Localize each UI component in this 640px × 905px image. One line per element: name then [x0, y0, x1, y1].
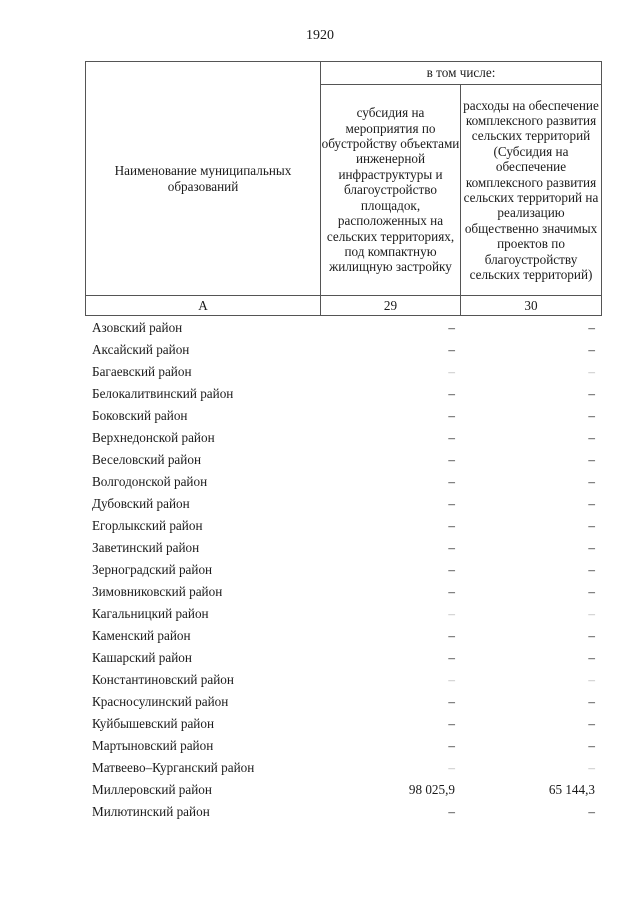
table-row	[85, 736, 601, 758]
value-col-29: –	[448, 650, 455, 665]
table-row	[85, 516, 601, 538]
value-col-29: –	[448, 760, 455, 775]
value-col-30: –	[588, 672, 595, 687]
table-row	[85, 472, 601, 494]
municipality-name: Кагальницкий район	[92, 606, 209, 621]
value-col-29: –	[448, 364, 455, 379]
table-row	[85, 714, 601, 736]
page-number: 1920	[306, 28, 334, 43]
value-col-29: –	[448, 386, 455, 401]
municipality-name: Аксайский район	[92, 342, 190, 357]
municipality-name: Егорлыкский район	[92, 518, 203, 533]
table-row	[85, 362, 601, 384]
value-col-29: –	[448, 408, 455, 423]
value-col-29: –	[448, 584, 455, 599]
table-row	[85, 384, 601, 406]
municipality-name: Заветинский район	[92, 540, 200, 555]
table-row	[85, 560, 601, 582]
value-col-30: –	[588, 716, 595, 731]
value-col-29: –	[448, 342, 455, 357]
value-col-29: –	[448, 738, 455, 753]
table-row	[85, 692, 601, 714]
value-col-30: –	[588, 562, 595, 577]
value-col-29: –	[448, 430, 455, 445]
column-header-name	[86, 62, 321, 296]
value-col-30: –	[588, 738, 595, 753]
value-col-30: –	[588, 320, 595, 335]
value-col-29: –	[448, 694, 455, 709]
value-col-29: –	[448, 518, 455, 533]
municipality-name: Куйбышевский район	[92, 716, 215, 731]
municipality-name: Зерноградский район	[92, 562, 213, 577]
value-col-30: –	[588, 386, 595, 401]
municipality-name: Константиновский район	[92, 672, 234, 687]
table-body	[85, 318, 601, 824]
municipality-name: Миллеровский район	[92, 782, 212, 797]
value-col-29: –	[448, 672, 455, 687]
table-row	[85, 604, 601, 626]
municipality-name: Дубовский район	[92, 496, 190, 511]
table-row	[85, 582, 601, 604]
value-col-29: –	[448, 804, 455, 819]
column-header-29: субсидия на мероприятия по обустройству объектами инженерной инфраструктуры и благоустройство площадок, расположенных на сельских территориях, под компактную жилищную застройку	[321, 85, 461, 296]
value-col-30: –	[588, 430, 595, 445]
value-col-30: –	[588, 804, 595, 819]
value-col-30: –	[588, 452, 595, 467]
value-col-30: –	[588, 474, 595, 489]
column-index-a: А	[86, 296, 321, 316]
value-col-30: –	[588, 518, 595, 533]
municipality-name: Каменский район	[92, 628, 191, 643]
value-col-30: –	[588, 694, 595, 709]
municipality-name: Боковский район	[92, 408, 188, 423]
value-col-30: –	[588, 606, 595, 621]
value-col-29: –	[448, 320, 455, 335]
value-col-29: 98 025,9	[408, 782, 455, 797]
table-row	[85, 780, 601, 802]
municipality-name: Веселовский район	[92, 452, 201, 467]
value-col-30: –	[588, 342, 595, 357]
value-col-29: –	[448, 628, 455, 643]
table-row	[85, 670, 601, 692]
municipality-name: Белокалитвинский район	[92, 386, 234, 401]
value-col-30: –	[588, 628, 595, 643]
column-header-including: в том числе:	[321, 62, 602, 85]
table-row	[85, 494, 601, 516]
value-col-30: –	[588, 496, 595, 511]
value-col-29: –	[448, 562, 455, 577]
column-header-name-text: Наименование муниципальных образований	[114, 163, 292, 194]
municipality-name: Красносулинский район	[92, 694, 229, 709]
municipality-name: Милютинский район	[92, 804, 210, 819]
table-row	[85, 758, 601, 780]
value-col-30: –	[588, 540, 595, 555]
municipality-name: Мартыновский район	[92, 738, 214, 753]
table-header	[85, 61, 602, 316]
table-row	[85, 648, 601, 670]
municipality-name: Волгодонской район	[92, 474, 208, 489]
table-row	[85, 318, 601, 340]
value-col-30: –	[588, 364, 595, 379]
value-col-29: –	[448, 496, 455, 511]
table-row	[85, 406, 601, 428]
municipality-name: Азовский район	[92, 320, 183, 335]
value-col-30: –	[588, 408, 595, 423]
column-index-29: 29	[321, 296, 461, 316]
municipality-name: Верхнедонской район	[92, 430, 215, 445]
table-row	[85, 626, 601, 648]
column-header-30: расходы на обеспечение комплексного развития сельских территорий (Субсидия на обеспечение комплексного развития сельских территорий на реализацию общественно значимых проектов по благоустройству сельских территорий)	[461, 85, 602, 296]
value-col-30: –	[588, 760, 595, 775]
value-col-30: –	[588, 584, 595, 599]
municipality-name: Зимовниковский район	[92, 584, 223, 599]
value-col-29: –	[448, 452, 455, 467]
municipality-name: Кашарский район	[92, 650, 192, 665]
value-col-30: –	[588, 650, 595, 665]
table-row	[85, 450, 601, 472]
municipality-name: Матвеево–Курганский район	[92, 760, 255, 775]
column-index-30: 30	[461, 296, 602, 316]
value-col-29: –	[448, 474, 455, 489]
value-col-30: 65 144,3	[548, 782, 595, 797]
municipality-name: Багаевский район	[92, 364, 192, 379]
value-col-29: –	[448, 716, 455, 731]
value-col-29: –	[448, 540, 455, 555]
table-row	[85, 802, 601, 824]
table-row	[85, 538, 601, 560]
value-col-29: –	[448, 606, 455, 621]
table-row	[85, 428, 601, 450]
table-row	[85, 340, 601, 362]
